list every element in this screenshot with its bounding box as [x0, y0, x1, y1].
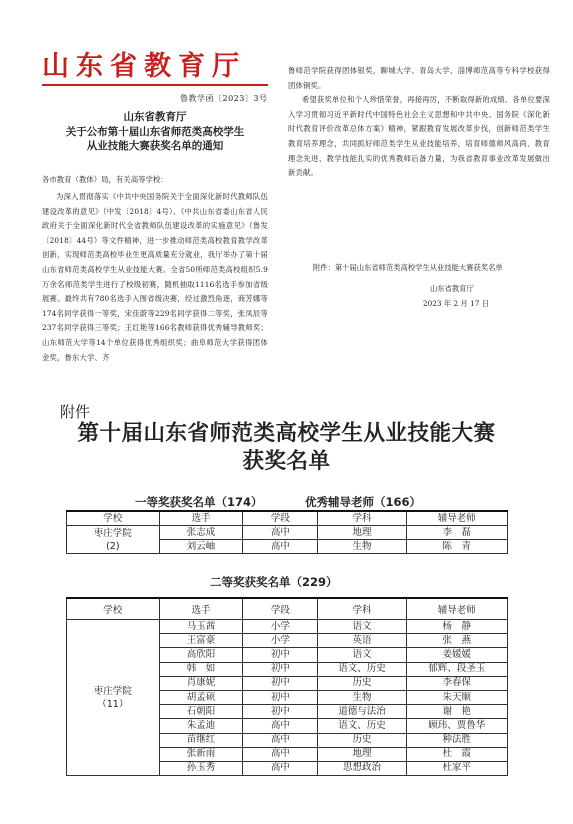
student-cell: 韩 如 — [159, 662, 243, 676]
tutor-cell: 李春保 — [406, 676, 507, 690]
column-header: 学段 — [243, 511, 318, 526]
tutor-cell: 张 燕 — [406, 634, 507, 648]
body-paragraph-continued: 鲁师范学院获得团体银奖，聊城大学、青岛大学、淄博师范高等专科学校获得团体铜奖。 — [288, 66, 550, 90]
subject-cell: 语文、历史 — [318, 662, 406, 676]
column-header: 选手 — [159, 598, 243, 620]
stage-cell: 初中 — [243, 676, 318, 690]
signature-org: 山东省教育厅 — [430, 284, 474, 293]
tutor-cell: 朱天顺 — [406, 690, 507, 704]
column-header: 学段 — [243, 598, 318, 620]
attachment-label: 附件 — [60, 403, 91, 421]
stage-cell: 高中 — [243, 747, 318, 761]
student-cell: 朱孟迪 — [159, 719, 243, 733]
letterhead-divider — [42, 84, 268, 86]
stage-cell: 高中 — [243, 761, 318, 775]
table-row — [67, 620, 508, 634]
tutor-cell: 顾玮、贾鲁华 — [406, 719, 507, 733]
subject-cell: 生物 — [318, 690, 406, 704]
notice-title — [48, 110, 262, 154]
second-prize-heading: 二等奖获奖名单（229） — [210, 575, 338, 589]
subject-cell: 英语 — [318, 634, 406, 648]
stage-cell: 高中 — [243, 540, 318, 554]
tutor-cell: 李 磊 — [406, 526, 507, 540]
attachment-title-line1: 第十届山东省师范类高校学生从业技能大赛 — [77, 421, 496, 446]
school-count: （11） — [97, 698, 129, 710]
stage-cell: 初中 — [243, 705, 318, 719]
school-name: 枣庄学院 — [93, 527, 132, 539]
subject-cell: 思想政治 — [318, 761, 406, 775]
student-cell: 高欣阳 — [159, 648, 243, 662]
school-cell — [67, 620, 160, 776]
notice-body-right — [288, 64, 550, 181]
column-header: 辅导老师 — [406, 511, 507, 526]
subject-cell: 地理 — [318, 526, 406, 540]
subject-cell: 地理 — [318, 747, 406, 761]
column-header: 学校 — [67, 511, 160, 526]
notice-issuer: 山东省教育厅 — [123, 111, 187, 123]
signature-date: 2023 年 2 月 17 日 — [423, 299, 489, 308]
student-cell: 肖康妮 — [159, 676, 243, 690]
tutor-cell: 杜 霞 — [406, 747, 507, 761]
second-prize-table — [66, 597, 508, 776]
column-header: 学科 — [318, 511, 406, 526]
tutor-cell: 谢 艳 — [406, 705, 507, 719]
subject-cell: 语文、历史 — [318, 719, 406, 733]
tutor-cell: 杨 静 — [406, 620, 507, 634]
attachment-title-line2: 获奖名单 — [242, 449, 331, 474]
table-row — [67, 526, 508, 540]
student-cell: 张新雨 — [159, 747, 243, 761]
tutor-cell: 郁辉、段圣玉 — [406, 662, 507, 676]
stage-cell: 高中 — [243, 733, 318, 747]
school-name: 枣庄学院 — [93, 685, 132, 697]
subject-cell: 历史 — [318, 733, 406, 747]
tutor-cell: 杜家平 — [406, 761, 507, 775]
student-cell: 马玉茜 — [159, 620, 243, 634]
notice-title-line1: 关于公布第十届山东省师范类高校学生 — [65, 125, 245, 138]
student-cell: 王富豪 — [159, 634, 243, 648]
tutor-cell: 种法胜 — [406, 733, 507, 747]
first-prize-heading: 一等奖获奖名单（174） — [135, 495, 263, 509]
table-header-row — [67, 598, 508, 620]
agency-letterhead: 山东省教育厅 — [42, 51, 246, 82]
student-cell: 张志成 — [159, 526, 243, 540]
document-number: 鲁教学函〔2023〕3号 — [180, 94, 268, 103]
subject-cell: 历史 — [318, 676, 406, 690]
tutor-award-heading: 优秀辅导老师（166） — [305, 495, 422, 509]
stage-cell: 高中 — [243, 719, 318, 733]
column-header: 学校 — [67, 598, 160, 620]
school-count: (2) — [106, 540, 120, 552]
column-header: 选手 — [159, 511, 243, 526]
student-cell: 孙玉秀 — [159, 761, 243, 775]
subject-cell: 道德与法治 — [318, 705, 406, 719]
student-cell: 刘云岫 — [159, 540, 243, 554]
stage-cell: 小学 — [243, 620, 318, 634]
column-header: 辅导老师 — [406, 598, 507, 620]
attachment-title — [40, 420, 533, 476]
stage-cell: 高中 — [243, 526, 318, 540]
column-header: 学科 — [318, 598, 406, 620]
body-paragraph-closing: 希望获奖单位和个人珍惜荣誉，再接再厉，不断取得新的成绩。各单位要深入学习贯彻习近平新时代中国特色社会主义思想和中共中央、国务院《深化新时代教育评价改革总体方案》精神，紧跟教育发展改革步伐，创新师范类学生教育培养理念，共同抓好师范类学生从业技能培养，培育师德师风高尚、教育理念先进、教学技能扎实的优秀教师后备力量，为我省教育事业改革发展做出新贡献。 — [288, 95, 550, 178]
attachment-note: 附件：第十届山东省师范类高校学生从业技能大赛获奖名单 — [313, 263, 503, 272]
notice-title-line2: 从业技能大赛获奖名单的通知 — [86, 140, 224, 152]
stage-cell: 小学 — [243, 634, 318, 648]
school-cell — [67, 526, 160, 554]
tutor-cell: 陈 青 — [406, 540, 507, 554]
stage-cell: 初中 — [243, 690, 318, 704]
subject-cell: 语文 — [318, 648, 406, 662]
tutor-cell: 姜媛媛 — [406, 648, 507, 662]
student-cell: 苗继红 — [159, 733, 243, 747]
addressee: 各市教育（教体）局，有关高等学校： — [42, 175, 168, 184]
stage-cell: 初中 — [243, 662, 318, 676]
table-header-row — [67, 511, 508, 526]
student-cell: 胡孟硕 — [159, 690, 243, 704]
notice-body-left: 为深入贯彻落实《中共中央国务院关于全面深化新时代教师队伍建设改革的意见》（中发〔2018〕4号）、《中共山东省委山东省人民政府关于全面深化新时代全省教师队伍建设改革的实施意见》（鲁发〔2018〕44号）等文件精神，进一步推动师范类高校教育教学改革创新，实现师范类高校毕业生更高质量充分就业，我厅举办了第十届山东省师范类高校学生从业技能大赛。全省50所师范类高校组织5.9万余名师范类学生进行了校级初赛，随机抽取1116名选手参加省级展赛。最终共有780名选手入围省级决赛，经过激烈角逐，商芳娜等174名同学获得一等奖，宋佳蔚等229名同学获得二等奖，张凤辰等237名同学获得三等奖；王红艳等166名教师获得优秀辅导教师奖；山东师范大学等14个单位获得优秀组织奖；曲阜师范大学获得团体金奖，鲁东大学、齐 — [42, 192, 268, 362]
stage-cell: 初中 — [243, 648, 318, 662]
subject-cell: 语文 — [318, 620, 406, 634]
student-cell: 石朝阳 — [159, 705, 243, 719]
subject-cell: 生物 — [318, 540, 406, 554]
first-prize-table — [66, 510, 508, 554]
